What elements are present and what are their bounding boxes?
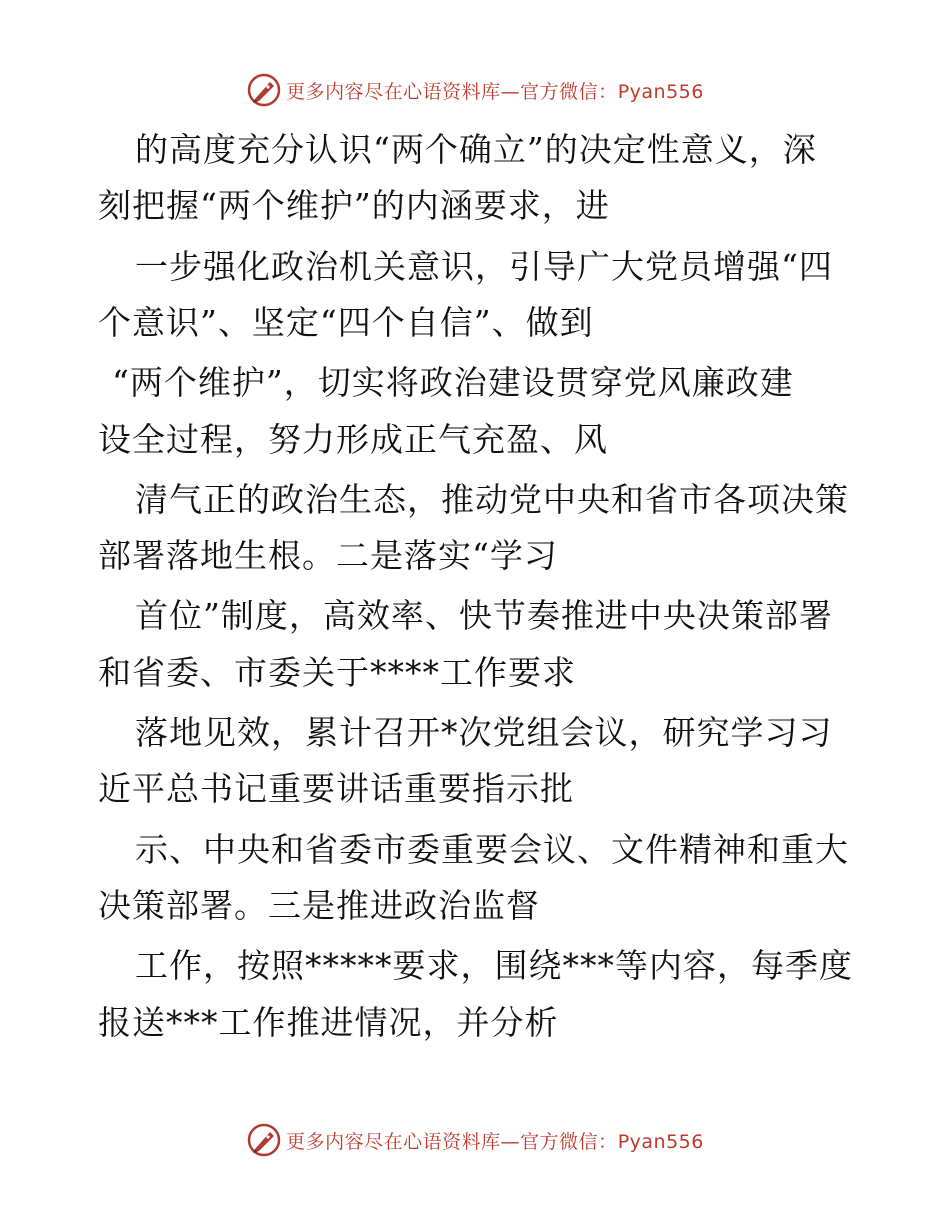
body-line: 决策部署。三是推进政治监督: [98, 886, 540, 925]
body-line: 首位”制度，高效率、快节奏推进中央决策部署: [135, 596, 833, 635]
body-line: 设全过程，努力形成正气充盈、风: [98, 420, 608, 459]
body-line: 示、中央和省委市委重要会议、文件精神和重大: [135, 830, 849, 869]
header-banner-wechat-label: 官方微信：: [520, 80, 618, 103]
body-line: 刻把握“两个维护”的内涵要求，进: [98, 186, 610, 225]
body-line: 个意识”、坚定“四个自信”、做到: [98, 303, 594, 342]
header-banner-text: [286, 77, 704, 104]
body-line: 清气正的政治生态，推动党中央和省市各项决策: [135, 480, 849, 519]
pen-logo-icon: [246, 72, 282, 108]
footer-banner: [0, 1120, 950, 1160]
footer-banner-separator: —: [500, 1130, 521, 1153]
footer-banner-title: 更多内容尽在心语资料库: [286, 1130, 501, 1153]
footer-banner-wechat-label: 官方微信：: [520, 1130, 618, 1153]
body-line: “两个维护”，切实将政治建设贯穿党风廉政建: [112, 363, 794, 402]
footer-banner-text: [286, 1127, 704, 1154]
body-line: 落地见效，累计召开*次党组会议，研究学习习: [135, 713, 833, 752]
header-banner: [0, 70, 950, 110]
body-line: 报送***工作推进情况，并分析: [98, 1003, 559, 1042]
body-line: 工作，按照*****要求，围绕***等内容，每季度: [135, 946, 853, 985]
body-line: 部署落地生根。二是落实“学习: [98, 536, 558, 575]
header-banner-title: 更多内容尽在心语资料库: [286, 80, 501, 103]
header-banner-separator: —: [500, 80, 521, 103]
footer-banner-wechat-id: Pyan556: [617, 1130, 704, 1153]
body-line: 和省委、市委关于****工作要求: [98, 653, 576, 692]
body-line: 近平总书记重要讲话重要指示批: [98, 769, 574, 808]
body-line: 一步强化政治机关意识，引导广大党员增强“四: [135, 247, 833, 286]
body-line: 的高度充分认识“两个确立”的决定性意义，深: [135, 130, 817, 169]
pen-logo-icon: [246, 1122, 282, 1158]
header-banner-wechat-id: Pyan556: [617, 80, 704, 103]
